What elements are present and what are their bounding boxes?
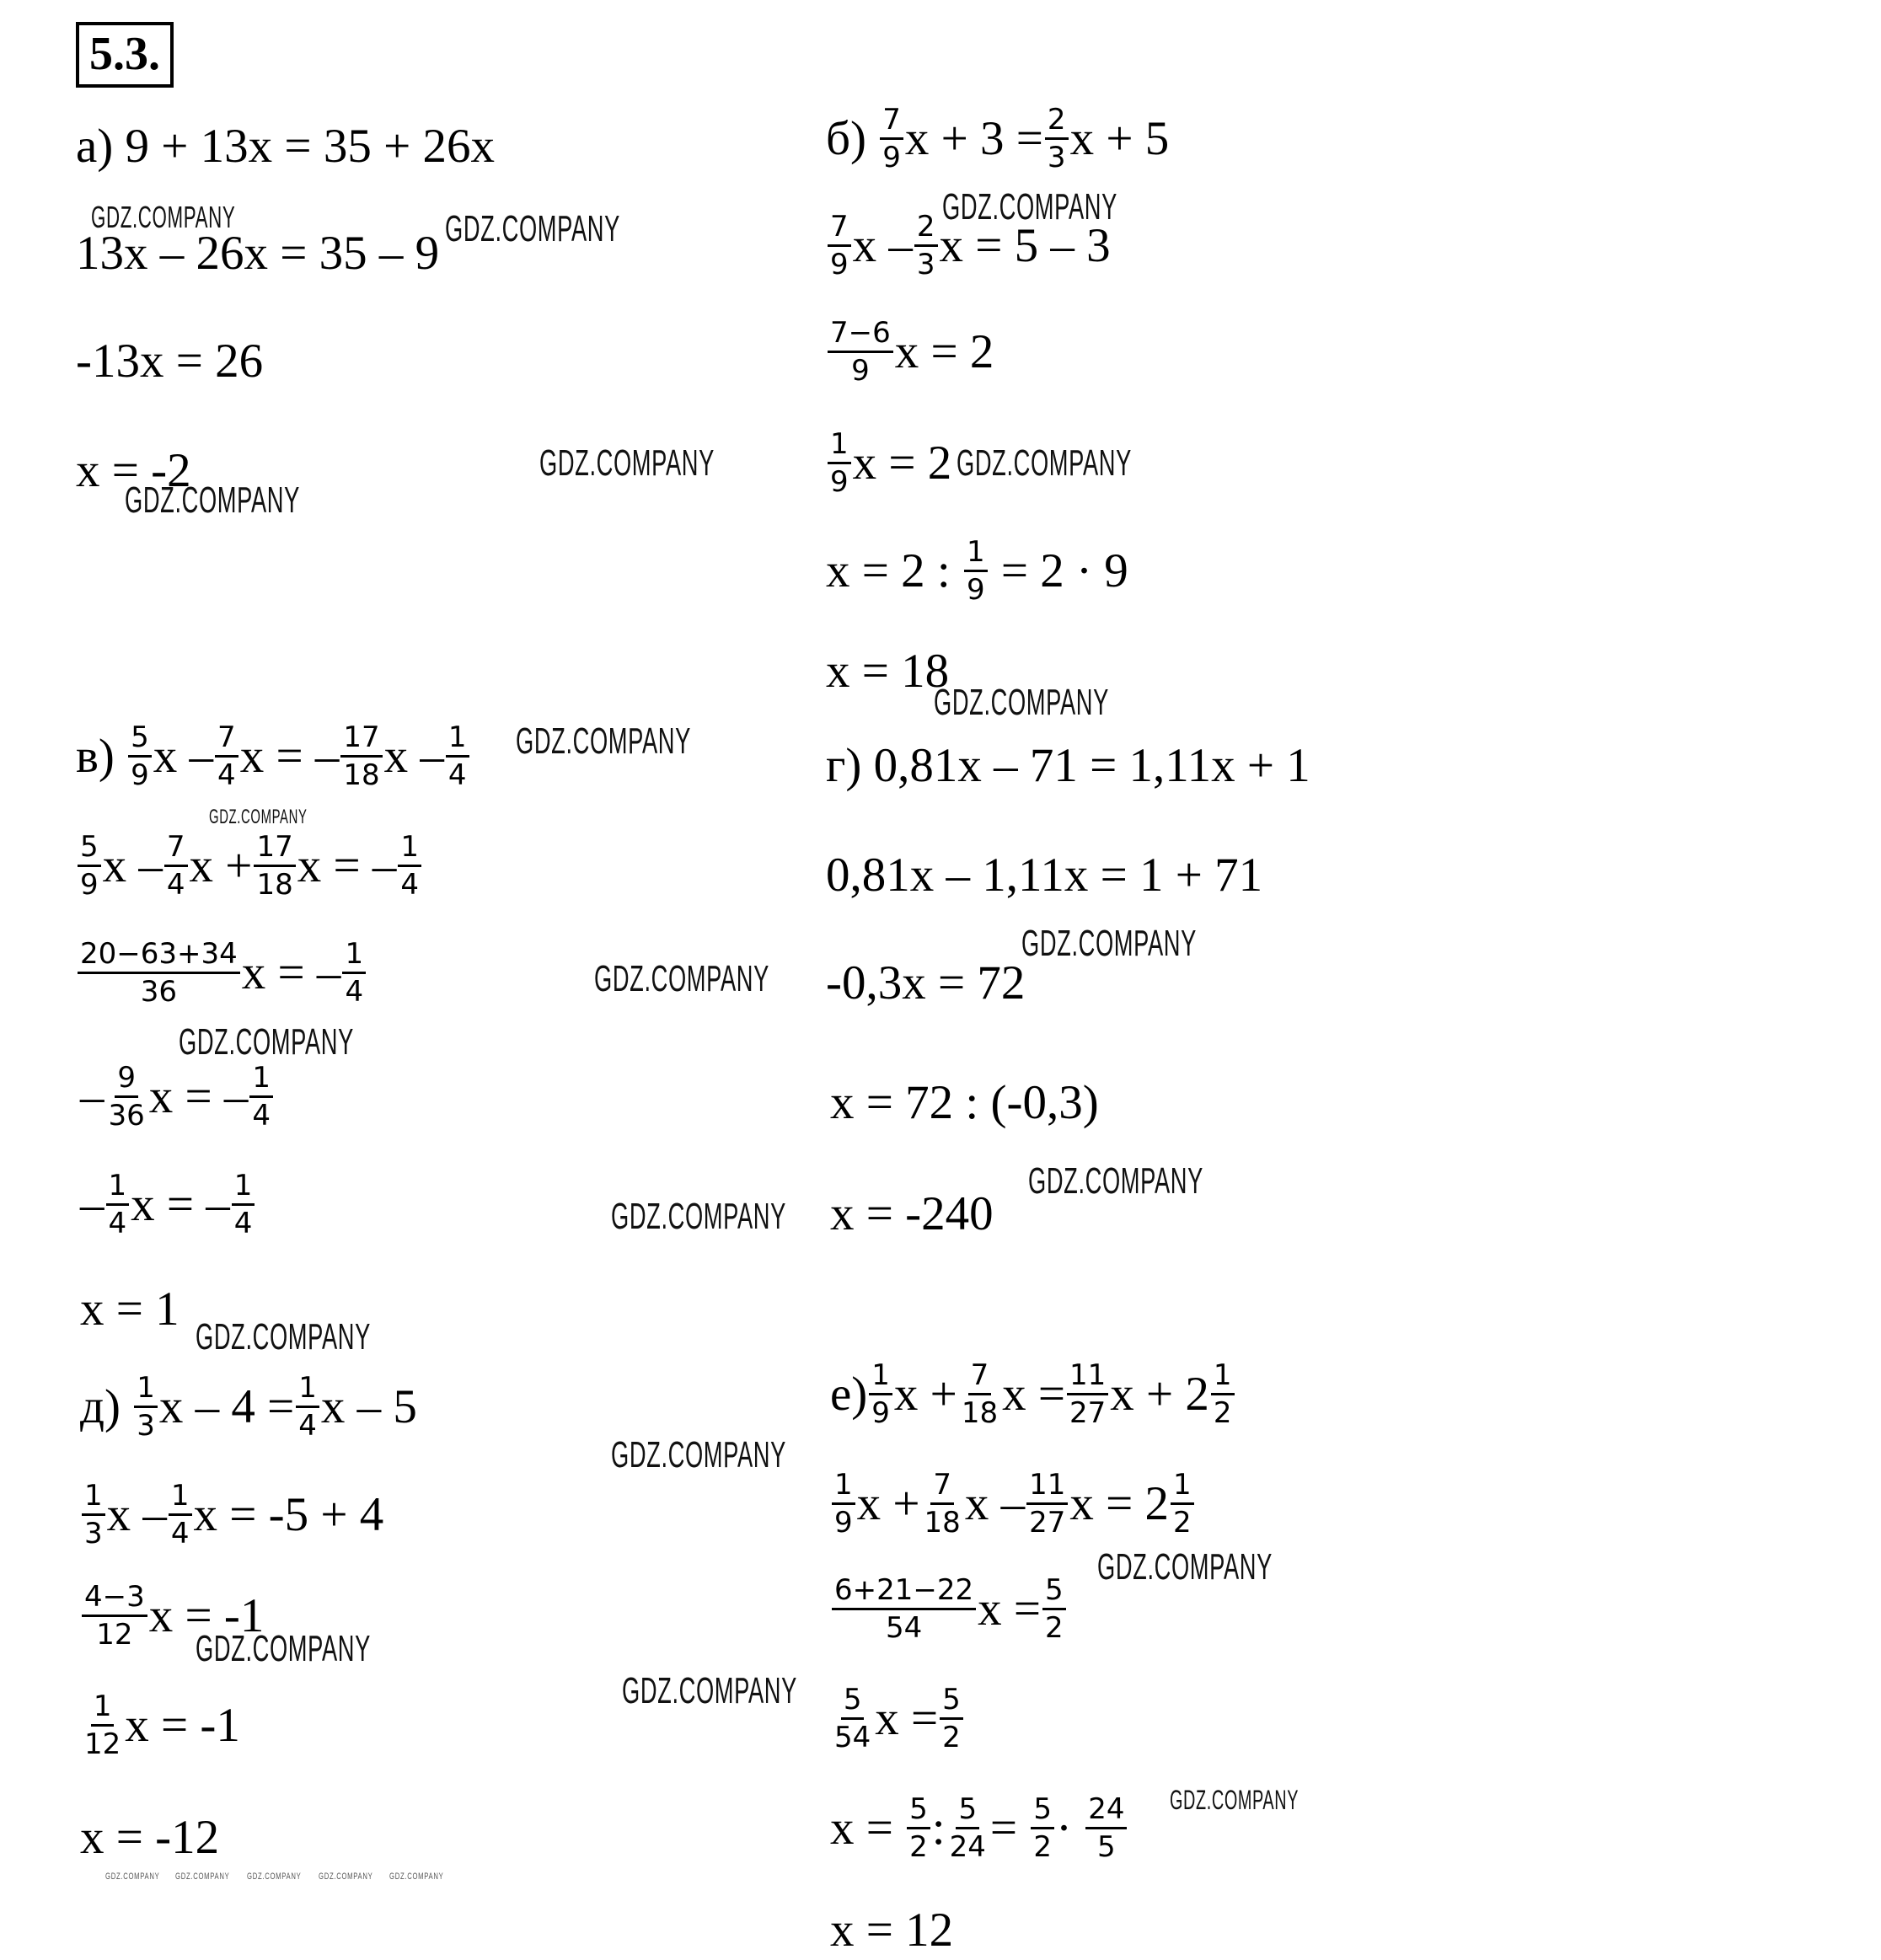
part-v-line-6: x = 1: [80, 1283, 180, 1336]
fraction: $\frac{1}{9}$: [832, 1470, 855, 1537]
fraction: $\frac{1}{4}$: [169, 1481, 192, 1548]
fraction: $\frac{7-6}{9}$: [828, 319, 893, 385]
part-a-line-1: а) 9 + 13x = 35 + 26x: [76, 120, 495, 173]
part-a-line-3: -13x = 26: [76, 335, 264, 388]
fraction: $\frac{2}{3}$: [914, 212, 938, 279]
watermark: GDZ.COMPANY: [175, 1872, 230, 1882]
exercise-number: 5.3.: [76, 22, 174, 88]
part-e-line-5: x = $\frac{5}{2}$ : $\frac{5}{24}$ = $\frac{5}{2}$ · $\frac{24}{5}$: [830, 1795, 1128, 1861]
fraction: $\frac{17}{18}$: [340, 723, 382, 790]
part-e-line-4: $\frac{5}{54}$ x = $\frac{5}{2}$: [830, 1685, 965, 1752]
fraction: $\frac{17}{18}$: [254, 833, 295, 899]
fraction: $\frac{5}{24}$: [949, 1792, 986, 1864]
fraction: $\frac{5}{2}$: [940, 1685, 963, 1752]
fraction: $\frac{7}{18}$: [961, 1358, 999, 1430]
watermark: GDZ.COMPANY: [319, 1872, 373, 1882]
part-d-line-5: x = -12: [80, 1811, 220, 1864]
fraction: $\frac{1}{2}$: [1171, 1470, 1194, 1537]
fraction: $\frac{1}{4}$: [249, 1063, 273, 1130]
part-d-line-4: $\frac{1}{12}$ x = -1: [80, 1692, 240, 1759]
fraction: $\frac{2}{3}$: [1045, 105, 1069, 172]
fraction: $\frac{1}{4}$: [232, 1171, 255, 1238]
part-e-line-1: е) $\frac{1}{9}$ x + $\frac{7}{18}$ x = $\frac{11}{27}$ x + 2 $\frac{1}{2}$: [830, 1361, 1236, 1427]
fraction: $\frac{24}{5}$: [1085, 1795, 1127, 1861]
fraction: $\frac{20-63+34}{36}$: [78, 940, 240, 1006]
part-e-line-2: $\frac{1}{9}$ x + $\frac{7}{18}$ x – $\frac{11}{27}$ x = 2 $\frac{1}{2}$: [830, 1470, 1196, 1537]
part-b-line-5: x = 2 : $\frac{1}{9}$ = 2 · 9: [826, 535, 1128, 607]
fraction: $\frac{9}{36}$: [108, 1061, 145, 1133]
part-d-line-2: $\frac{1}{3}$ x – $\frac{1}{4}$ x = -5 + 4: [80, 1481, 383, 1548]
watermark: GDZ.COMPANY: [942, 186, 1117, 228]
watermark: GDZ.COMPANY: [539, 442, 715, 484]
fraction: $\frac{1}{9}$: [869, 1361, 892, 1427]
watermark: GDZ.COMPANY: [179, 1021, 354, 1063]
part-g-line-2: 0,81x – 1,11x = 1 + 71: [826, 849, 1263, 902]
part-e-line-3: $\frac{6+21-22}{54}$ x = $\frac{5}{2}$: [830, 1576, 1068, 1642]
watermark: GDZ.COMPANY: [247, 1872, 302, 1882]
fraction: $\frac{5}{2}$: [1042, 1576, 1066, 1642]
watermark: GDZ.COMPANY: [445, 208, 620, 249]
part-g-line-1: г) 0,81x – 71 = 1,11x + 1: [826, 739, 1310, 792]
fraction: $\frac{1}{4}$: [296, 1374, 319, 1440]
fraction: $\frac{5}{54}$: [834, 1683, 871, 1754]
watermark: GDZ.COMPANY: [1028, 1160, 1203, 1202]
watermark: GDZ.COMPANY: [622, 1670, 797, 1711]
fraction: $\frac{1}{4}$: [398, 833, 421, 899]
fraction: $\frac{11}{27}$: [1067, 1361, 1108, 1427]
fraction: $\frac{1}{9}$: [964, 538, 988, 604]
fraction: $\frac{1}{4}$: [342, 940, 366, 1006]
fraction: $\frac{7}{18}$: [924, 1468, 961, 1540]
watermark: GDZ.COMPANY: [1170, 1785, 1300, 1815]
watermark: GDZ.COMPANY: [594, 958, 769, 999]
fraction: $\frac{7}{4}$: [215, 723, 238, 790]
fraction: $\frac{1}{3}$: [134, 1374, 158, 1440]
fraction: $\frac{5}{2}$: [907, 1795, 930, 1861]
fraction: $\frac{1}{9}$: [828, 430, 851, 496]
part-e-line-6: x = 12: [830, 1904, 954, 1957]
part-label: б): [826, 112, 866, 165]
part-v-line-2: $\frac{5}{9}$ x – $\frac{7}{4}$ x + $\frac{17}{18}$ x = – $\frac{1}{4}$: [76, 833, 423, 899]
watermark: GDZ.COMPANY: [389, 1872, 444, 1882]
part-a-line-4: x = -2: [76, 444, 191, 497]
watermark: GDZ.COMPANY: [125, 479, 300, 521]
fraction: $\frac{7}{9}$: [828, 212, 851, 279]
part-b-line-6: x = 18: [826, 645, 950, 698]
watermark: GDZ.COMPANY: [196, 1316, 371, 1358]
fraction: $\frac{1}{4}$: [446, 723, 469, 790]
part-a-line-2: 13x – 26x = 35 – 9: [76, 227, 440, 280]
watermark: GDZ.COMPANY: [1097, 1546, 1273, 1588]
part-v-line-1: в) $\frac{5}{9}$ x – $\frac{7}{4}$ x = – $\frac{17}{18}$ x – $\frac{1}{4}$: [76, 723, 471, 790]
part-label: в): [76, 730, 115, 783]
part-g-line-3: -0,3x = 72: [826, 956, 1026, 1009]
fraction: $\frac{1}{4}$: [106, 1171, 130, 1238]
fraction: $\frac{5}{2}$: [1031, 1795, 1054, 1861]
part-v-line-3: $\frac{20-63+34}{36}$ x = – $\frac{1}{4}$: [76, 940, 367, 1006]
watermark: GDZ.COMPANY: [611, 1434, 786, 1475]
fraction: $\frac{4-3}{12}$: [82, 1582, 147, 1649]
part-g-line-5: x = -240: [830, 1187, 994, 1240]
part-d-line-1: д) $\frac{1}{3}$ x – 4 = $\frac{1}{4}$ x – 5: [80, 1371, 417, 1443]
watermark: GDZ.COMPANY: [611, 1196, 786, 1237]
part-v-line-5: – $\frac{1}{4}$ x = – $\frac{1}{4}$: [80, 1171, 256, 1238]
fraction: $\frac{7}{9}$: [880, 105, 903, 172]
watermark: GDZ.COMPANY: [105, 1872, 160, 1882]
part-b-line-2: $\frac{7}{9}$ x – $\frac{2}{3}$ x = 5 – 3: [826, 212, 1111, 279]
fraction: $\frac{1}{12}$: [84, 1690, 121, 1761]
watermark: GDZ.COMPANY: [196, 1628, 371, 1669]
part-d-line-3: $\frac{4-3}{12}$ x = -1: [80, 1582, 264, 1649]
fraction: $\frac{11}{27}$: [1026, 1470, 1068, 1537]
part-b-line-1: б) $\frac{7}{9}$ x + 3 = $\frac{2}{3}$ x + 5: [826, 103, 1170, 174]
part-b-line-4: $\frac{1}{9}$ x = 2: [826, 430, 951, 496]
watermark: GDZ.COMPANY: [209, 806, 308, 828]
watermark: GDZ.COMPANY: [957, 442, 1132, 484]
fraction: $\frac{7}{4}$: [164, 833, 188, 899]
watermark: GDZ.COMPANY: [516, 720, 691, 762]
part-label: д): [80, 1380, 121, 1433]
part-label: е): [830, 1368, 868, 1421]
part-g-line-4: x = 72 : (-0,3): [830, 1076, 1099, 1129]
watermark: GDZ.COMPANY: [91, 200, 236, 234]
fraction: $\frac{5}{9}$: [128, 723, 152, 790]
part-b-line-3: $\frac{7-6}{9}$ x = 2: [826, 319, 994, 385]
fraction: $\frac{1}{3}$: [82, 1481, 105, 1548]
watermark: GDZ.COMPANY: [934, 682, 1109, 723]
watermark: GDZ.COMPANY: [1021, 923, 1197, 964]
fraction: $\frac{6+21-22}{54}$: [832, 1576, 976, 1642]
fraction: $\frac{1}{2}$: [1211, 1361, 1235, 1427]
part-v-line-4: – $\frac{9}{36}$ x = – $\frac{1}{4}$: [80, 1063, 275, 1130]
fraction: $\frac{5}{9}$: [78, 833, 101, 899]
